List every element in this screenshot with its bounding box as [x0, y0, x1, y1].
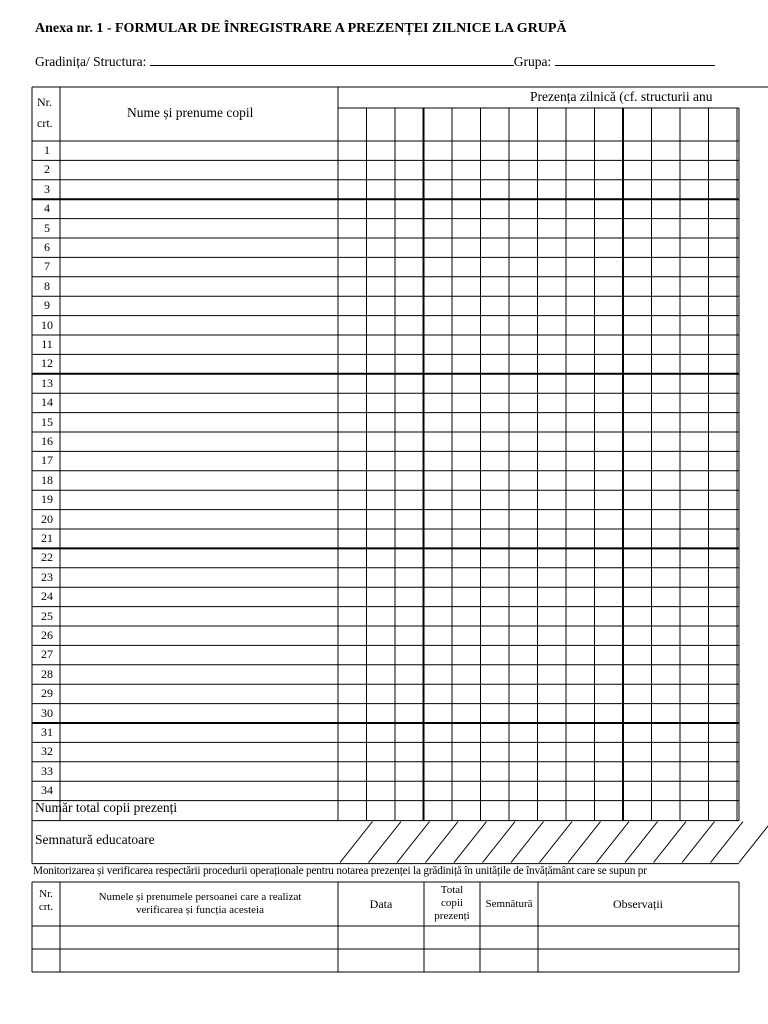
row-number: 19 — [41, 492, 53, 507]
signature-hatch-line — [340, 822, 373, 863]
row-number: 10 — [41, 317, 53, 332]
grupa-label: Grupa: — [513, 54, 552, 69]
row-number: 18 — [41, 472, 53, 487]
row-number: 7 — [44, 259, 50, 274]
row-number: 13 — [41, 375, 53, 390]
signature-hatch-line — [540, 822, 573, 863]
signature-hatch-line — [654, 822, 687, 863]
nr-crt-line1: Nr. — [37, 95, 52, 109]
monitor-total-header — [424, 884, 480, 923]
signature-hatch-line — [369, 822, 402, 863]
row-number: 9 — [44, 298, 50, 313]
signature-hatch-line — [483, 822, 516, 863]
signature-hatch-line — [397, 822, 430, 863]
signature-hatch-line — [426, 822, 459, 863]
row-number: 32 — [41, 744, 53, 759]
row-number: 4 — [44, 201, 50, 216]
monitor-person-line1: Numele și prenumele persoanei care a realizat — [98, 891, 302, 903]
monitor-signature-header: Semnătură — [485, 898, 533, 910]
row-number: 27 — [41, 647, 53, 662]
name-column-header: Nume și prenume copil — [127, 105, 254, 120]
monitor-observations-header: Observații — [613, 897, 663, 911]
row-number: 24 — [41, 589, 53, 604]
nr-crt-line2: crt. — [37, 116, 53, 130]
presence-header: Prezența zilnică (cf. structurii anu — [530, 89, 713, 104]
annex-label: Anexa nr. 1 - — [35, 21, 115, 36]
row-number: 16 — [41, 434, 53, 448]
monitor-total-line2: copii — [441, 897, 463, 909]
signature-hatch-line — [682, 822, 715, 863]
signature-hatch-line — [739, 822, 768, 863]
signature-hatch-line — [511, 822, 544, 863]
monitor-person-line2: verificarea și funcția acesteia — [136, 904, 264, 916]
row-number: 31 — [41, 725, 53, 739]
monitor-total-line3: prezenți — [434, 910, 470, 922]
monitoring-text: Monitorizarea și verificarea respectării procedurii operaționale pentru notarea prezenței la grădiniță în unitățile de învățământ care se supun pr — [33, 865, 647, 877]
row-number: 29 — [41, 686, 53, 701]
row-number: 33 — [41, 763, 53, 778]
monitor-nr-line1: Nr. — [39, 888, 53, 900]
row-number: 25 — [41, 608, 53, 623]
row-number: 2 — [44, 162, 50, 177]
signature-hatch-line — [454, 822, 487, 863]
signature-hatch-line — [711, 822, 744, 863]
row-number: 8 — [44, 278, 50, 293]
monitor-nr-line2: crt. — [38, 901, 54, 913]
row-number: 30 — [41, 705, 53, 720]
total-label: Număr total copii prezenți — [35, 800, 178, 815]
gradinita-label: Gradinița/ Structura: — [35, 54, 147, 69]
monitor-data-header: Data — [369, 897, 393, 911]
row-number: 15 — [41, 414, 53, 429]
row-number: 6 — [44, 240, 50, 254]
signature-hatch-line — [625, 822, 658, 863]
monitor-person-header — [62, 891, 338, 917]
row-number: 1 — [44, 143, 50, 157]
row-number: 14 — [41, 395, 53, 410]
row-number: 20 — [41, 511, 53, 526]
monitor-nr-header — [33, 888, 59, 914]
signature-label: Semnatură educatoare — [35, 832, 155, 847]
monitor-total-line1: Total — [440, 884, 464, 896]
form-title-text: FORMULAR DE ÎNREGISTRARE A PREZENȚEI ZILNICE LA GRUPĂ — [115, 21, 567, 36]
row-number: 12 — [41, 356, 53, 371]
signature-hatch-line — [568, 822, 601, 863]
signature-hatch-line — [597, 822, 630, 863]
row-number: 26 — [41, 628, 53, 642]
row-number: 23 — [41, 569, 53, 584]
row-number: 21 — [41, 531, 53, 545]
row-number: 5 — [44, 220, 50, 235]
row-number: 11 — [41, 337, 53, 351]
row-number: 34 — [41, 783, 53, 798]
row-number: 3 — [44, 181, 50, 196]
row-number: 22 — [41, 550, 53, 565]
row-number: 28 — [41, 666, 53, 681]
row-number: 17 — [41, 453, 53, 468]
